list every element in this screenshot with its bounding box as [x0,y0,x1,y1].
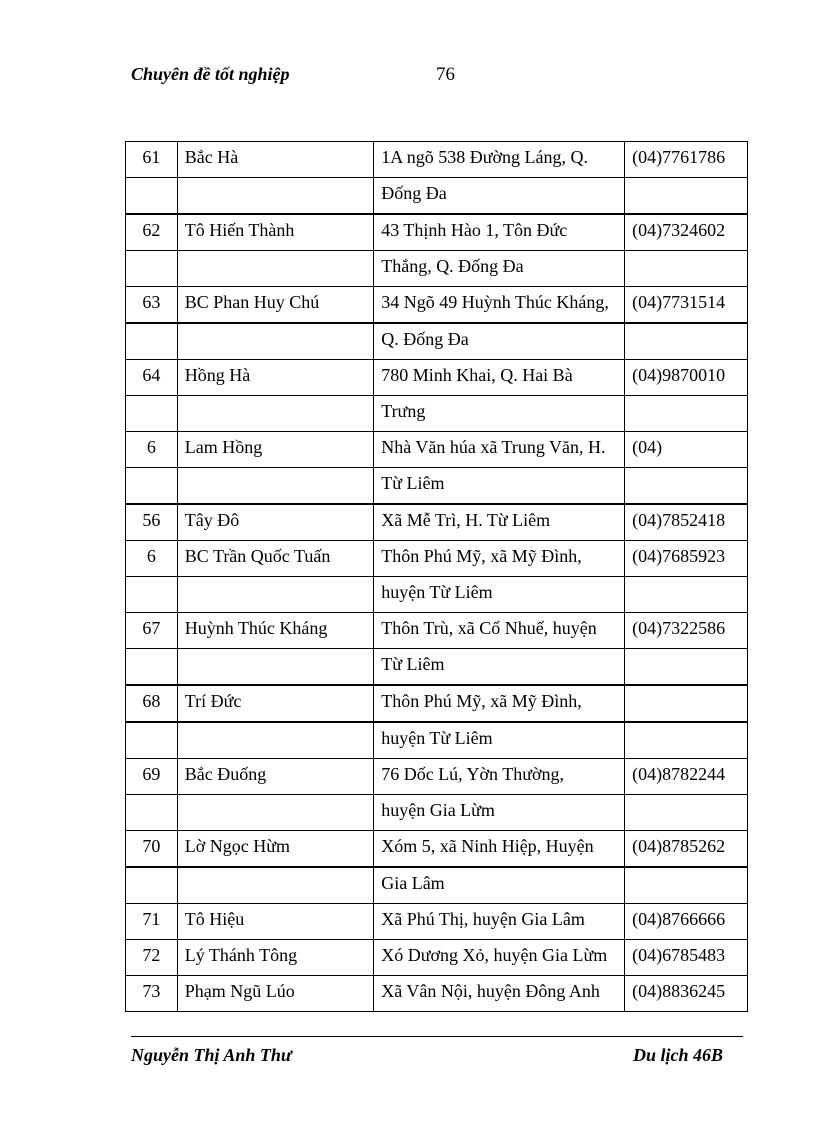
table-row [126,396,748,432]
row-address: huyện Gia Lừm [374,795,625,831]
row-name [177,722,373,759]
row-name [177,795,373,831]
row-address: huyện Từ Liêm [374,722,625,759]
row-address: 34 Ngõ 49 Huỳnh Thúc Kháng, [374,287,625,324]
footer-author: Nguyễn Thị Anh Thư [131,1045,292,1065]
row-address: huyện Từ Liêm [374,577,625,613]
row-phone: (04)9870010 [625,360,748,396]
table-row [126,722,748,759]
row-number [126,867,178,904]
row-phone: (04)7852418 [625,504,748,541]
row-name: Lam Hồng [177,432,373,468]
table-row [126,323,748,360]
row-number: 56 [126,504,178,541]
row-number: 6 [126,541,178,577]
table-row [126,360,748,396]
row-address: Xóm 5, xã Ninh Hiệp, Huyện [374,831,625,868]
row-address: 780 Minh Khai, Q. Hai Bà [374,360,625,396]
row-phone: (04) [625,432,748,468]
row-phone: (04)7322586 [625,613,748,649]
row-number: 68 [126,685,178,722]
row-address: Xó Dương Xỏ, huyện Gia Lừm [374,940,625,976]
row-name [177,468,373,505]
row-phone [625,396,748,432]
footer-divider [131,1036,743,1037]
row-name [177,577,373,613]
document-title: Chuyên đề tốt nghiệp [131,64,290,84]
table-row [126,287,748,324]
row-phone: (04)8836245 [625,976,748,1012]
table-row [126,976,748,1012]
row-address: Từ Liêm [374,468,625,505]
table-row [126,432,748,468]
row-name: Phạm Ngũ Lúo [177,976,373,1012]
row-address: Xã Phú Thị, huyện Gia Lâm [374,904,625,940]
row-number [126,795,178,831]
row-address: Xã Vân Nội, huyện Đông Anh [374,976,625,1012]
row-number: 69 [126,759,178,795]
row-phone [625,577,748,613]
row-address: Thôn Phú Mỹ, xã Mỹ Đình, [374,541,625,577]
row-address: Gia Lâm [374,867,625,904]
row-name: Tô Hiến Thành [177,214,373,251]
row-phone [625,795,748,831]
table-row [126,468,748,505]
row-address: Thôn Phú Mỹ, xã Mỹ Đình, [374,685,625,722]
table-row [126,831,748,868]
row-number: 6 [126,432,178,468]
table-row [126,251,748,287]
row-name: BC Phan Huy Chú [177,287,373,324]
row-name: Huỳnh Thúc Kháng [177,613,373,649]
table-row [126,649,748,686]
table-row [126,940,748,976]
table-row [126,142,748,178]
row-number: 70 [126,831,178,868]
row-address: Thắng, Q. Đống Đa [374,251,625,287]
row-phone [625,178,748,215]
row-number: 73 [126,976,178,1012]
row-name [177,649,373,686]
row-number [126,722,178,759]
row-number: 62 [126,214,178,251]
row-phone [625,867,748,904]
row-phone [625,468,748,505]
table-row [126,613,748,649]
row-phone: (04)8766666 [625,904,748,940]
row-name: Trí Đức [177,685,373,722]
table-row [126,867,748,904]
row-number: 61 [126,142,178,178]
row-name: Bắc Hà [177,142,373,178]
footer-class: Du lịch 46B [632,1045,723,1065]
row-address: Từ Liêm [374,649,625,686]
table-row [126,541,748,577]
row-number [126,251,178,287]
row-address: Xã Mễ Trì, H. Từ Liêm [374,504,625,541]
row-address: Trưng [374,396,625,432]
row-address: 1A ngõ 538 Đường Láng, Q. [374,142,625,178]
row-phone [625,323,748,360]
row-address: Đống Đa [374,178,625,215]
row-name: Tô Hiệu [177,904,373,940]
row-phone [625,722,748,759]
row-phone: (04)8785262 [625,831,748,868]
row-name [177,251,373,287]
row-number [126,468,178,505]
row-phone: (04)7761786 [625,142,748,178]
table-row [126,759,748,795]
row-address: Q. Đống Đa [374,323,625,360]
row-address: 43 Thịnh Hào 1, Tôn Đức [374,214,625,251]
page-number: 76 [436,64,455,85]
row-name: Lý Thánh Tông [177,940,373,976]
row-name [177,867,373,904]
table-row [126,685,748,722]
row-address: 76 Dốc Lú, Yờn Thường, [374,759,625,795]
row-name: Tây Đô [177,504,373,541]
address-table [125,141,748,1012]
row-number: 63 [126,287,178,324]
row-number: 72 [126,940,178,976]
row-name: Bắc Đuống [177,759,373,795]
row-phone: (04)7324602 [625,214,748,251]
row-number: 64 [126,360,178,396]
row-number [126,396,178,432]
row-address: Thôn Trù, xã Cổ Nhuế, huyện [374,613,625,649]
row-phone: (04)7685923 [625,541,748,577]
row-name: Lờ Ngọc Hừm [177,831,373,868]
row-phone: (04)7731514 [625,287,748,324]
row-name [177,396,373,432]
row-number [126,178,178,215]
table-row [126,577,748,613]
row-phone [625,649,748,686]
row-number: 71 [126,904,178,940]
row-name: BC Trần Quốc Tuấn [177,541,373,577]
row-name [177,178,373,215]
row-phone: (04)8782244 [625,759,748,795]
table-row [126,214,748,251]
row-phone [625,251,748,287]
table-row [126,904,748,940]
row-number: 67 [126,613,178,649]
row-address: Nhà Văn húa xã Trung Văn, H. [374,432,625,468]
table-row [126,504,748,541]
row-number [126,649,178,686]
table-row [126,178,748,215]
row-phone: (04)6785483 [625,940,748,976]
row-phone [625,685,748,722]
row-number [126,577,178,613]
table-row [126,795,748,831]
row-name [177,323,373,360]
row-number [126,323,178,360]
row-name: Hồng Hà [177,360,373,396]
